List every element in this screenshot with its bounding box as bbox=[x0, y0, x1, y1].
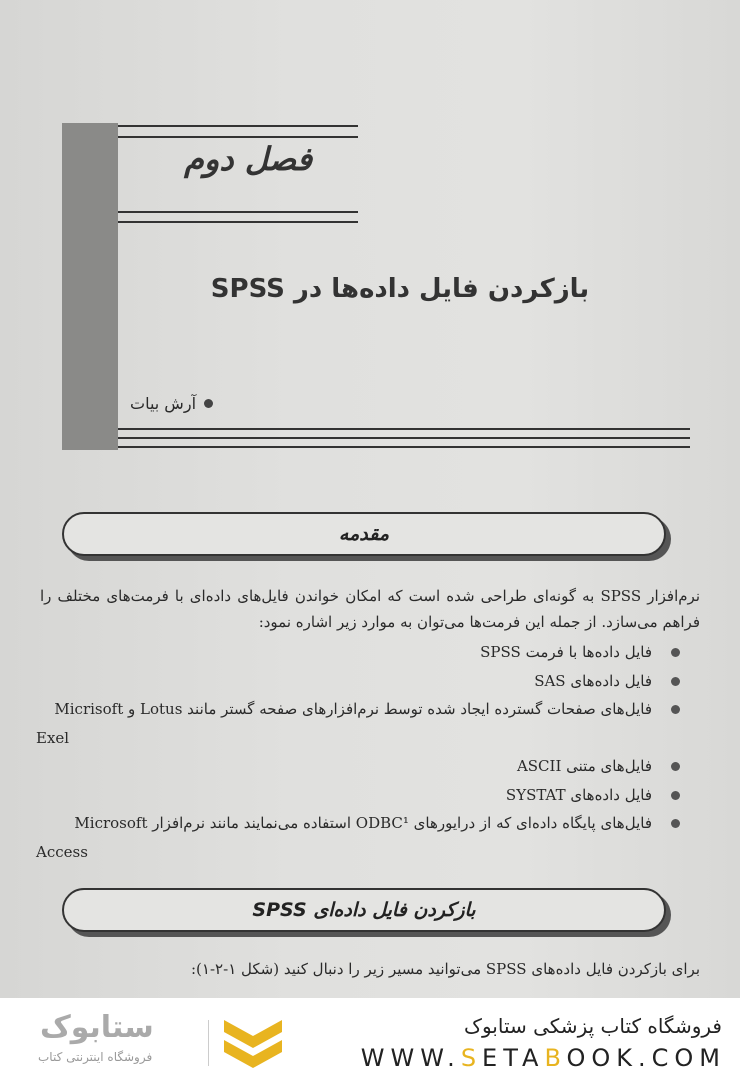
divider bbox=[118, 428, 690, 430]
list-item-continuation: Exel bbox=[36, 728, 70, 747]
setabook-chevron-logo-icon bbox=[222, 1016, 284, 1072]
list-item bbox=[36, 695, 676, 752]
divider bbox=[118, 437, 690, 439]
url-part: WWW. bbox=[360, 1044, 461, 1072]
url-part: OOK.COM bbox=[566, 1044, 726, 1072]
chapter-title: بازکردن فایل داده‌ها در SPSS bbox=[210, 274, 590, 304]
list-item-text: فایل‌های متنی ASCII bbox=[516, 757, 652, 775]
author bbox=[130, 394, 213, 413]
section-heading-intro bbox=[62, 512, 666, 556]
section-heading-text: بازکردن فایل داده‌ای SPSS bbox=[252, 899, 476, 921]
bullet-icon bbox=[204, 399, 213, 408]
divider bbox=[118, 211, 358, 213]
setabook-wordmark: ستابوک bbox=[40, 1010, 154, 1045]
url-part: ETA bbox=[482, 1044, 545, 1072]
chapter-side-bar bbox=[62, 123, 118, 450]
url-part-accent: S bbox=[460, 1044, 483, 1072]
list-item bbox=[36, 638, 676, 667]
format-list bbox=[36, 638, 676, 866]
list-item bbox=[36, 781, 676, 810]
list-item-continuation: Access bbox=[36, 842, 88, 861]
divider bbox=[118, 136, 358, 138]
list-item bbox=[36, 809, 676, 866]
list-item-text: فایل داده‌های SYSTAT bbox=[505, 785, 652, 804]
list-item-text: فایل‌های پایگاه داده‌ای که از درایورهای ODBC¹ استفاده می‌نمایند مانند نرم‌افزار Microsoft bbox=[74, 814, 652, 832]
section-heading-open-spss bbox=[62, 888, 666, 932]
logo-subtitle: فروشگاه اینترنتی کتاب bbox=[38, 1050, 153, 1064]
url-part-accent: B bbox=[544, 1044, 567, 1072]
divider bbox=[118, 446, 690, 448]
divider bbox=[118, 221, 358, 223]
list-item-text: فایل داده‌ها با فرمت SPSS bbox=[480, 643, 652, 661]
list-item-text: فایل‌های صفحات گسترده ایجاد شده توسط نرم‌افزارهای صفحه گستر مانند Lotus و Micrisoft bbox=[54, 700, 652, 718]
open-paragraph: برای بازکردن فایل داده‌های SPSS می‌توانید مسیر زیر را دنبال کنید (شکل ۱-۲-۱): bbox=[191, 960, 700, 978]
list-item-text: فایل داده‌های SAS bbox=[534, 671, 652, 690]
list-item bbox=[36, 667, 676, 696]
chapter-label: فصل دوم bbox=[184, 140, 312, 178]
logo-divider bbox=[208, 1020, 209, 1066]
divider bbox=[118, 125, 358, 127]
intro-paragraph: نرم‌افزار SPSS به گونه‌ای طراحی شده است که امکان خواندن فایل‌های داده‌ای با فرمت‌های مختلف را فراهم می‌سازد. از جمله این فرمت‌ها می‌توان به موارد زیر اشاره نمود: bbox=[40, 587, 700, 631]
store-url[interactable] bbox=[361, 1044, 726, 1072]
author-name: آرش بیات bbox=[130, 394, 197, 413]
section-heading-text: مقدمه bbox=[338, 523, 390, 545]
list-item bbox=[36, 752, 676, 781]
shop-name: فروشگاه کتاب پزشکی ستابوک bbox=[464, 1014, 722, 1038]
